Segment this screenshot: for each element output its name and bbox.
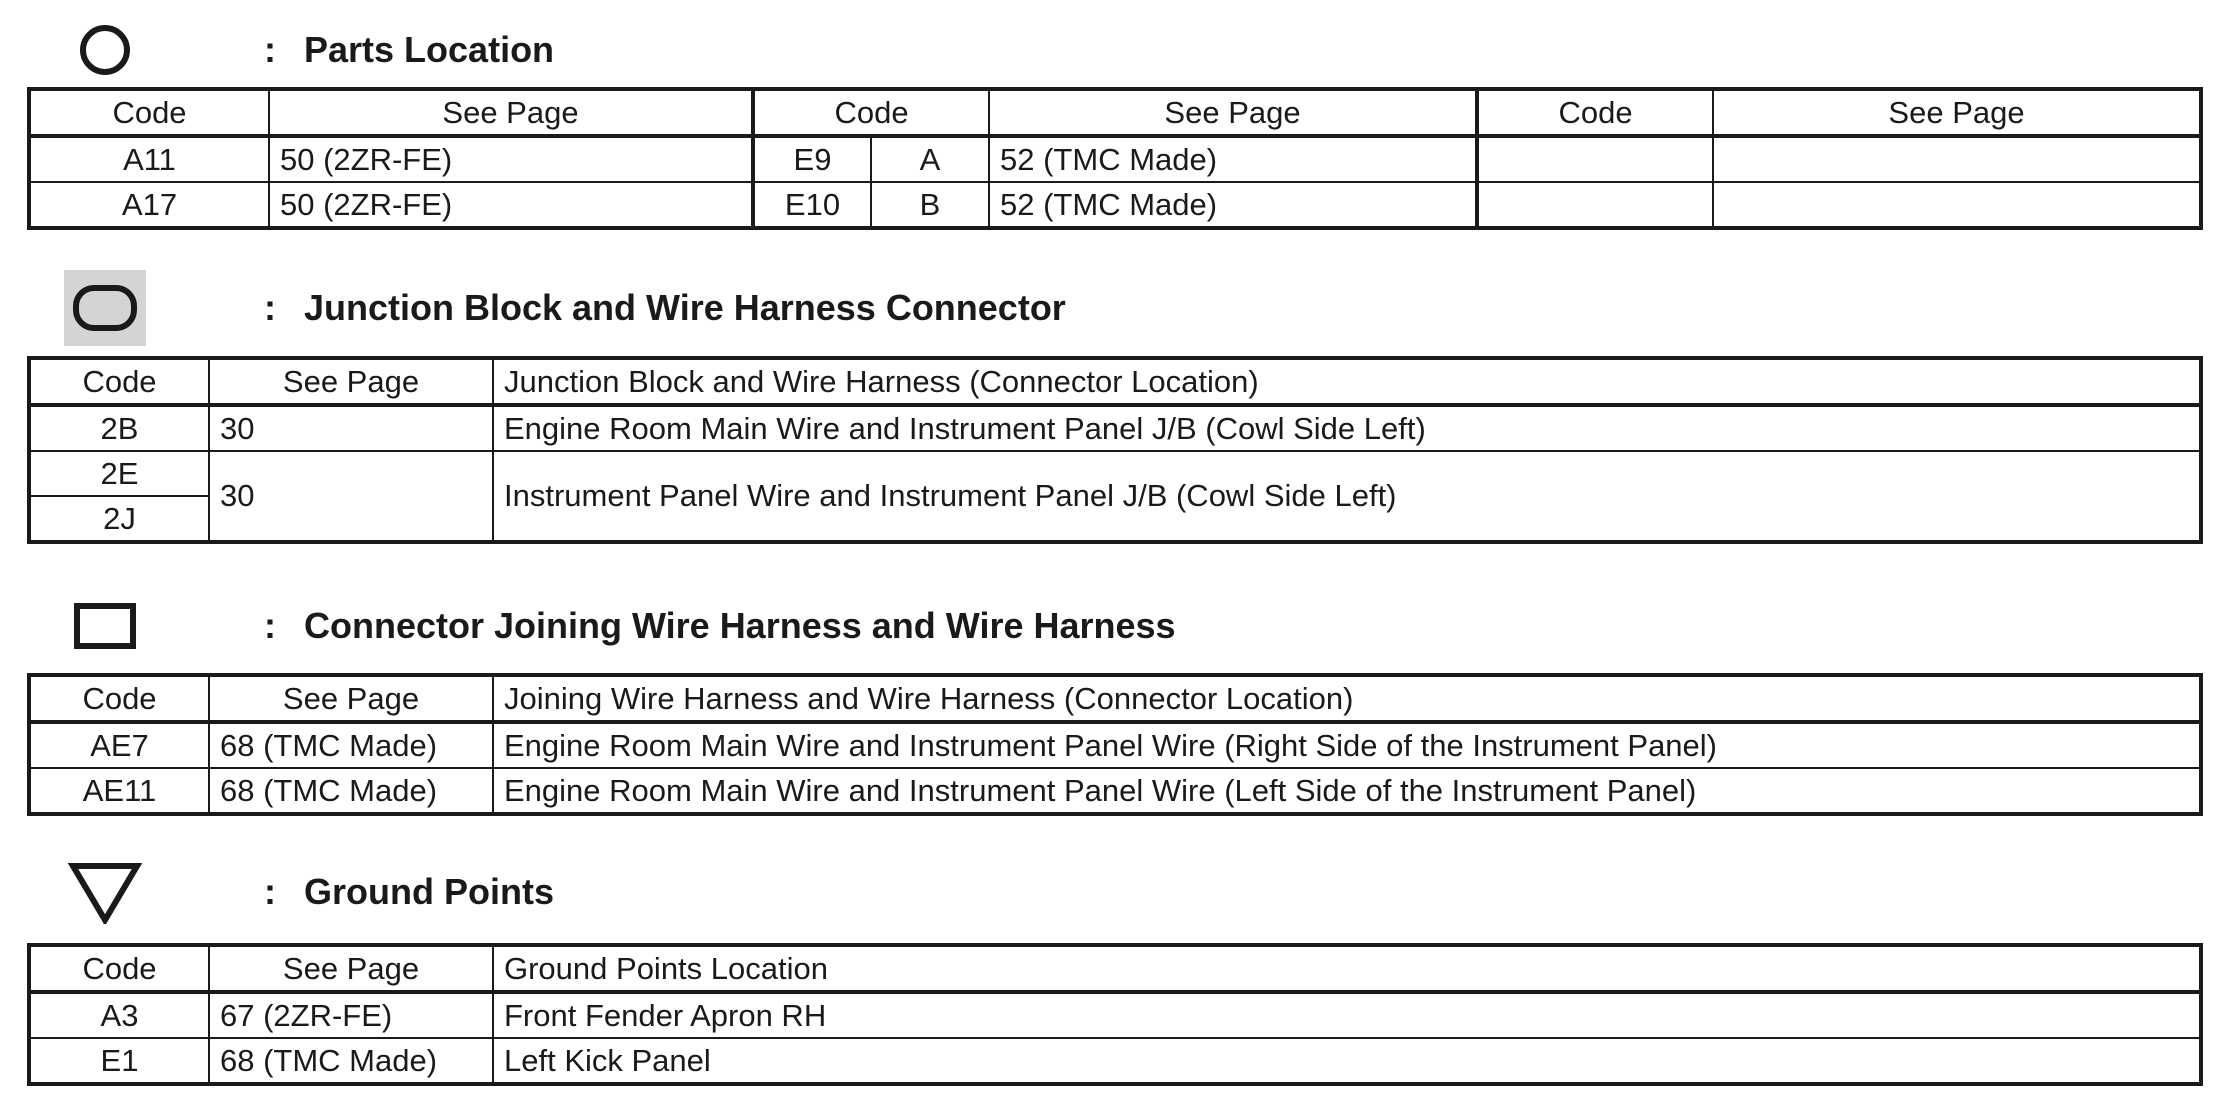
location-cell: Instrument Panel Wire and Instrument Panel J/B (Cowl Side Left) — [493, 451, 2201, 542]
header-code: Code — [29, 675, 209, 722]
parts-location-table — [27, 87, 2203, 230]
sub-code-cell: A — [871, 136, 989, 182]
code-cell: A11 — [29, 136, 269, 182]
see-page-cell — [1713, 182, 2201, 228]
see-page-cell: 68 (TMC Made) — [209, 1038, 493, 1084]
header-code: Code — [29, 358, 209, 405]
table-row — [29, 136, 2201, 182]
rectangle-symbol-icon — [64, 588, 146, 664]
code-cell: A3 — [29, 992, 209, 1038]
header-location: Joining Wire Harness and Wire Harness (Connector Location) — [493, 675, 2201, 722]
header-see-page: See Page — [209, 945, 493, 992]
header-see-page: See Page — [209, 675, 493, 722]
location-cell: Left Kick Panel — [493, 1038, 2201, 1084]
section-title: Ground Points — [304, 871, 554, 912]
table-header-row — [29, 675, 2201, 722]
triangle-down-symbol-icon — [64, 854, 146, 930]
header-see-page: See Page — [1713, 89, 2201, 136]
header-see-page: See Page — [269, 89, 753, 136]
circle-symbol-icon — [64, 12, 146, 88]
location-cell: Engine Room Main Wire and Instrument Panel Wire (Left Side of the Instrument Panel) — [493, 768, 2201, 814]
heading-colon: : — [264, 605, 276, 646]
rounded-rect-shaded-symbol-icon — [64, 270, 146, 346]
junction-block-table — [27, 356, 2203, 544]
header-code: Code — [29, 945, 209, 992]
connector-joining-heading — [64, 586, 1176, 666]
table-row — [29, 451, 2201, 496]
connector-joining-table — [27, 673, 2203, 816]
table-header-row — [29, 945, 2201, 992]
table-row — [29, 768, 2201, 814]
code-cell: 2B — [29, 405, 209, 451]
table-row — [29, 1038, 2201, 1084]
heading-colon: : — [264, 287, 276, 328]
code-cell — [1477, 182, 1713, 228]
code-cell — [1477, 136, 1713, 182]
code-cell: E10 — [753, 182, 871, 228]
see-page-cell: 67 (2ZR-FE) — [209, 992, 493, 1038]
code-cell: 2J — [29, 496, 209, 542]
code-cell: AE7 — [29, 722, 209, 768]
see-page-cell: 68 (TMC Made) — [209, 722, 493, 768]
see-page-cell: 52 (TMC Made) — [989, 136, 1477, 182]
location-cell: Front Fender Apron RH — [493, 992, 2201, 1038]
table-header-row — [29, 358, 2201, 405]
header-code: Code — [753, 89, 989, 136]
table-header-row — [29, 89, 2201, 136]
header-see-page: See Page — [989, 89, 1477, 136]
see-page-cell: 68 (TMC Made) — [209, 768, 493, 814]
see-page-cell: 30 — [209, 405, 493, 451]
code-cell: E1 — [29, 1038, 209, 1084]
see-page-cell: 50 (2ZR-FE) — [269, 136, 753, 182]
table-row — [29, 992, 2201, 1038]
header-location: Junction Block and Wire Harness (Connector Location) — [493, 358, 2201, 405]
header-location: Ground Points Location — [493, 945, 2201, 992]
table-row — [29, 182, 2201, 228]
code-cell: E9 — [753, 136, 871, 182]
sub-code-cell: B — [871, 182, 989, 228]
table-row — [29, 405, 2201, 451]
section-title: Connector Joining Wire Harness and Wire Harness — [304, 605, 1176, 646]
section-title: Parts Location — [304, 29, 555, 70]
section-title: Junction Block and Wire Harness Connector — [304, 287, 1066, 328]
see-page-cell: 50 (2ZR-FE) — [269, 182, 753, 228]
header-code: Code — [29, 89, 269, 136]
heading-colon: : — [264, 871, 276, 912]
location-cell: Engine Room Main Wire and Instrument Panel Wire (Right Side of the Instrument Panel) — [493, 722, 2201, 768]
header-code: Code — [1477, 89, 1713, 136]
parts-location-heading — [64, 10, 554, 90]
see-page-cell — [1713, 136, 2201, 182]
see-page-cell: 30 — [209, 451, 493, 542]
location-cell: Engine Room Main Wire and Instrument Panel J/B (Cowl Side Left) — [493, 405, 2201, 451]
ground-points-heading — [64, 852, 554, 932]
heading-colon: : — [264, 29, 276, 70]
table-row — [29, 722, 2201, 768]
header-see-page: See Page — [209, 358, 493, 405]
code-cell: 2E — [29, 451, 209, 496]
code-cell: A17 — [29, 182, 269, 228]
code-cell: AE11 — [29, 768, 209, 814]
ground-points-table — [27, 943, 2203, 1086]
junction-block-heading — [64, 268, 1066, 348]
see-page-cell: 52 (TMC Made) — [989, 182, 1477, 228]
